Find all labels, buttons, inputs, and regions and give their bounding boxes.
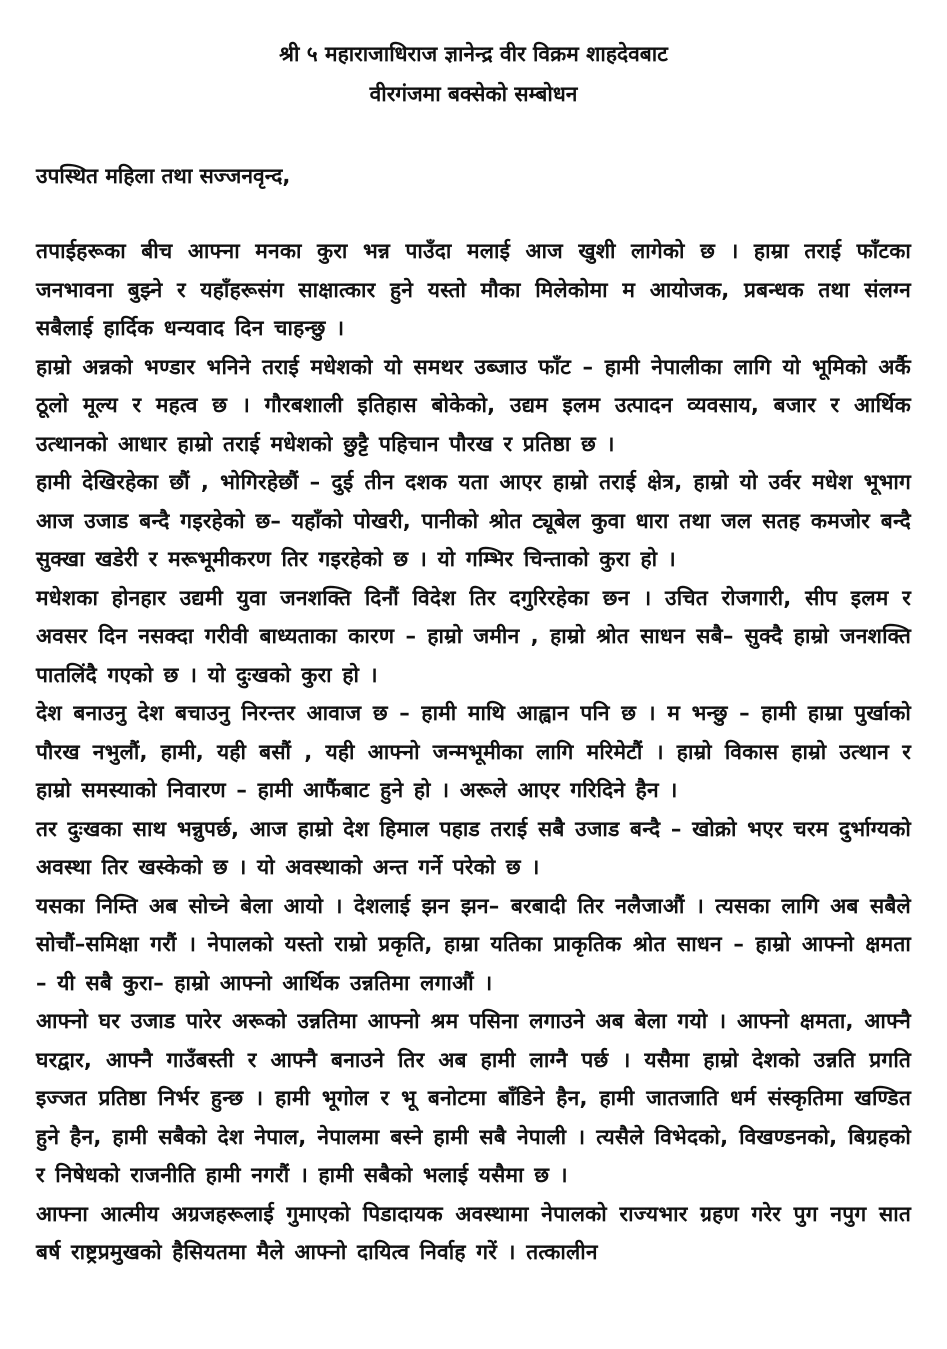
paragraph-9: आफ्ना आत्मीय अग्रजहरूलाई गुमाएको पिडादायक अवस्थामा नेपालको राज्यभार ग्रहण गरेर पुग नपुग सात बर्ष राष्ट्रप्रमुखको हैसियतमा मैले आफ्नो दायित्व निर्वाह गरें । तत्कालीन xyxy=(36,1201,911,1264)
speech-body xyxy=(36,232,911,1272)
paragraph-2: हाम्रो अन्नको भण्डार भनिने तराई मधेशको यो समथर उब्जाउ फाँट – हामी नेपालीका लागि यो भूमिको अर्कै ठूलो मूल्य र महत्व छ । गौरबशाली इतिहास बोकेको, उद्यम इलम उत्पादन व्यवसाय, बजार र आर्थिक उत्थानको आधार हाम्रो तराई मधेशको छुट्टै पहिचान पौरख र प्रतिष्ठा छ । xyxy=(36,354,911,456)
paragraph-8: आफ्नो घर उजाड पारेर अरूको उन्नतिमा आफ्नो श्रम पसिना लगाउने अब बेला गयो । आफ्नो क्षमता, आफ्नै घरद्वार, आफ्नै गाउँबस्ती र आफ्नै बनाउने तिर अब हामी लाग्नै पर्छ । यसैमा हाम्रो देशको उन्नति प्रगति इज्जत प्रतिष्ठा निर्भर हुन्छ । हामी भूगोल र भू बनोटमा बाँडिने हैन, हामी जातजाति धर्म संस्कृतिमा खण्डित हुने हैन, हामी सबैको देश नेपाल, नेपालमा बस्ने हामी सबै नेपाली । त्यसैले विभेदको, विखण्डनको, बिग्रहको र निषेधको राजनीति हामी नगरौं । हामी सबैको भलाई यसैमा छ । xyxy=(36,1009,911,1187)
paragraph-5: देश बनाउनु देश बचाउनु निरन्तर आवाज छ – हामी माथि आह्वान पनि छ । म भन्छु – हामी हाम्रा पुर्खाको पौरख नभुलौं, हामी, यही बसौं , यही आफ्नो जन्मभूमीका लागि मरिमेटौं । हाम्रो विकास हाम्रो उत्थान र हाम्रो समस्याको निवारण – हामी आफैंबाट हुने हो । अरूले आएर गरिदिने हैन । xyxy=(36,701,911,802)
paragraph-7: यसका निम्ति अब सोच्ने बेला आयो । देशलाई झन झन– बरबादी तिर नलैजाऔं । त्यसका लागि अब सबैले सोचौं–समिक्षा गरौं । नेपालको यस्तो राम्रो प्रकृति, हाम्रा यतिका प्राकृतिक श्रोत साधन – हाम्रो आफ्नो क्षमता – यी सबै कुरा– हाम्रो आफ्नो आर्थिक उन्नतिमा लगाऔं । xyxy=(36,893,911,995)
paragraph-4: मधेशका होनहार उद्यमी युवा जनशक्ति दिनौं विदेश तिर दगुरिरहेका छन । उचित रोजगारी, सीप इलम र अवसर दिन नसक्दा गरीवी बाध्यताका कारण – हाम्रो जमीन , हाम्रो श्रोत साधन सबै– सुक्दै हाम्रो जनशक्ति पातलिंदै गएको छ । यो दुःखको कुरा हो । xyxy=(36,585,911,687)
document-title-line-2: वीरगंजमा बक्सेको सम्बोधन xyxy=(369,82,578,106)
document-title-line-1: श्री ५ महाराजाधिराज ज्ञानेन्द्र वीर विक्रम शाहदेवबाट xyxy=(279,42,668,66)
paragraph-6: तर दुःखका साथ भन्नुपर्छ, आज हाम्रो देश हिमाल पहाड तराई सबै उजाड बन्दै – खोक्रो भएर चरम दुर्भाग्यको अवस्था तिर खस्केको छ । यो अवस्थाको अन्त गर्ने परेको छ । xyxy=(36,816,911,879)
salutation: उपस्थित महिला तथा सज्जनवृन्द, xyxy=(36,164,291,188)
paragraph-3: हामी देखिरहेका छौं , भोगिरहेछौं – दुई तीन दशक यता आएर हाम्रो तराई क्षेत्र, हाम्रो यो उर्वर मधेश भूभाग आज उजाड बन्दै गइरहेको छ– यहाँको पोखरी, पानीको श्रोत ट्यूबेल कुवा धारा तथा जल सतह कमजोर बन्दै सुक्खा खडेरी र मरूभूमीकरण तिर गइरहेको छ । यो गम्भिर चिन्ताको कुरा हो । xyxy=(36,470,911,571)
paragraph-1: तपाईहरूका बीच आफ्ना मनका कुरा भन्न पाउँदा मलाई आज खुशी लागेको छ । हाम्रा तराई फाँटका जनभावना बुझ्ने र यहाँहरूसंग साक्षात्कार हुने यस्तो मौका मिलेकोमा म आयोजक, प्रबन्धक तथा संलग्न सबैलाई हार्दिक धन्यवाद दिन चाहन्छु । xyxy=(36,239,911,340)
